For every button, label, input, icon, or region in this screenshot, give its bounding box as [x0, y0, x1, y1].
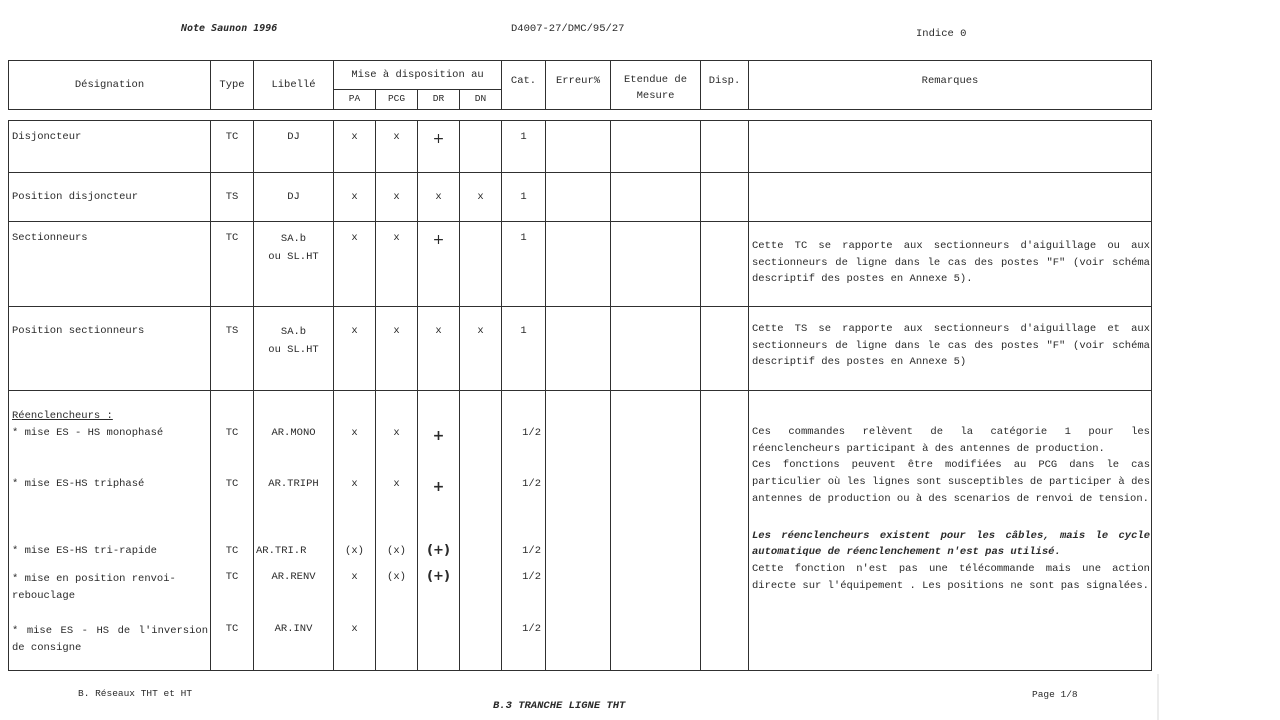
- cell-remarques: [749, 173, 1152, 222]
- header-indice: Indice 0: [916, 28, 967, 40]
- footer-section: B. Réseaux THT et HT: [78, 688, 193, 699]
- cell-dn: [460, 222, 502, 307]
- cell-pa: x: [334, 173, 376, 222]
- cell-pa: x: [334, 121, 376, 173]
- pa-value: x: [351, 478, 358, 490]
- remarque-action-directe: Cette fonction n'est pas une télécommande mais une action directe sur l'équipement . Les positions ne sont pas signalées.: [752, 562, 1150, 592]
- dr-value: (+): [427, 569, 450, 584]
- cell-disp: [701, 307, 749, 391]
- cell-disp: [701, 121, 749, 173]
- libelle-value: AR.TRIPH: [268, 478, 319, 490]
- cell-erreur: [546, 173, 611, 222]
- remarque-cables: Les réenclencheurs existent pour les câbles, mais le cycle automatique de réenclenchement n'est pas utilisé.: [752, 529, 1150, 559]
- dr-value: (+): [427, 543, 450, 558]
- cell-pa: x: [334, 222, 376, 307]
- cell-dr: x: [418, 307, 460, 391]
- cell-etendue: [611, 391, 701, 671]
- table-row: [9, 121, 1152, 173]
- item-renvoi-rebouclage: * mise en position renvoi-rebouclage: [12, 573, 176, 602]
- item-triphase: * mise ES-HS triphasé: [12, 478, 145, 490]
- col-designation: Désignation: [9, 61, 211, 110]
- cell-pcg: x: [376, 307, 418, 391]
- header-reference: D4007-27/DMC/95/27: [511, 23, 625, 35]
- cell-cat: 1: [502, 121, 546, 173]
- pa-value: x: [351, 571, 358, 583]
- reenclencheurs-title: Réenclencheurs :: [12, 410, 113, 422]
- libelle-line-2: ou SL.HT: [268, 344, 319, 356]
- cell-dr: +: [418, 121, 460, 173]
- item-inversion-consigne: * mise ES - HS de l'inversion de consigne: [12, 625, 208, 654]
- cell-designation: Position disjoncteur: [9, 173, 211, 222]
- type-value: TC: [225, 478, 239, 490]
- cat-value: 1/2: [522, 623, 541, 635]
- cell-dn: x: [460, 173, 502, 222]
- libelle-value: AR.MONO: [271, 427, 316, 439]
- cell-pa: x: [334, 307, 376, 391]
- col-dr: DR: [418, 89, 460, 109]
- cell-type: TC: [211, 222, 254, 307]
- cell-remarques: Cette TS se rapporte aux sectionneurs d'aiguillage et aux sectionneurs de ligne dans le cas des postes "F" (voir schéma descriptif des postes en Annexe 5): [749, 307, 1152, 391]
- libelle-value: AR.TRI.R: [256, 545, 307, 557]
- cell-type: TS: [211, 307, 254, 391]
- pa-value: x: [351, 427, 358, 439]
- libelle-value: AR.RENV: [271, 571, 316, 583]
- col-pcg: PCG: [376, 89, 418, 109]
- cell-pa: [334, 391, 376, 671]
- cell-pcg: x: [376, 222, 418, 307]
- cell-etendue: [611, 173, 701, 222]
- cat-value: 1/2: [522, 545, 541, 557]
- cell-libelle: [254, 307, 334, 391]
- pa-value: (x): [345, 545, 364, 557]
- remarque-pcg: Ces fonctions peuvent être modifiées au PCG dans le cas particulier où les lignes sont susceptibles de participer à des antennes de production ou à des scenarios de renvoi de tension.: [752, 459, 1150, 505]
- libelle-value: AR.INV: [274, 623, 313, 635]
- table-row: [9, 307, 1152, 391]
- cell-etendue: [611, 222, 701, 307]
- cell-pcg: x: [376, 173, 418, 222]
- type-value: TC: [225, 571, 239, 583]
- table-row: [9, 173, 1152, 222]
- pcg-value: x: [393, 427, 400, 439]
- type-value: TC: [225, 623, 239, 635]
- cat-value: 1/2: [522, 478, 541, 490]
- remarque-categorie: Ces commandes relèvent de la catégorie 1 pour les réenclencheurs participant à des antennes de production.: [752, 426, 1150, 455]
- dr-value: +: [432, 428, 445, 444]
- cell-cat: 1: [502, 307, 546, 391]
- col-type: Type: [211, 61, 254, 110]
- cell-type: [211, 391, 254, 671]
- table-row-reenclencheurs: [9, 391, 1152, 671]
- pcg-value: (x): [387, 545, 406, 557]
- libelle-line-1: SA.b: [280, 326, 307, 338]
- col-mise-disposition: Mise à disposition au: [334, 61, 502, 90]
- cell-dn: [460, 121, 502, 173]
- table-header: [8, 60, 1152, 110]
- cell-cat: [502, 391, 546, 671]
- cell-dr: x: [418, 173, 460, 222]
- cell-dr: +: [418, 222, 460, 307]
- col-remarques: Remarques: [749, 61, 1152, 110]
- cat-value: 1/2: [522, 427, 541, 439]
- libelle-line-2: ou SL.HT: [268, 251, 319, 263]
- pa-value: x: [351, 623, 358, 635]
- scan-edge-line: [1157, 674, 1159, 720]
- type-value: TC: [225, 545, 239, 557]
- item-monophase: * mise ES - HS monophasé: [12, 427, 164, 439]
- cell-designation: Sectionneurs: [9, 222, 211, 307]
- cell-etendue: [611, 307, 701, 391]
- col-cat: Cat.: [502, 61, 546, 110]
- cell-disp: [701, 173, 749, 222]
- table-row: [9, 222, 1152, 307]
- type-value: TC: [225, 427, 239, 439]
- col-erreur: Erreur%: [546, 61, 611, 110]
- pcg-value: x: [393, 478, 400, 490]
- cell-dn: [460, 391, 502, 671]
- footer-title: B.3 TRANCHE LIGNE THT: [493, 700, 626, 712]
- cell-libelle: [254, 391, 334, 671]
- col-dn: DN: [460, 89, 502, 109]
- cell-type: TS: [211, 173, 254, 222]
- col-etendue: Etendue de Mesure: [611, 61, 701, 110]
- cell-pcg: [376, 391, 418, 671]
- cell-libelle: DJ: [254, 173, 334, 222]
- pcg-value: (x): [387, 571, 406, 583]
- cell-designation: [9, 391, 211, 671]
- col-pa: PA: [334, 89, 376, 109]
- cell-libelle: [254, 222, 334, 307]
- cat-value: 1/2: [522, 571, 541, 583]
- cell-disp: [701, 391, 749, 671]
- header-note: Note Saunon 1996: [181, 23, 278, 34]
- cell-libelle: DJ: [254, 121, 334, 173]
- cell-erreur: [546, 307, 611, 391]
- cell-erreur: [546, 391, 611, 671]
- cell-erreur: [546, 222, 611, 307]
- cell-pcg: x: [376, 121, 418, 173]
- cell-cat: 1: [502, 222, 546, 307]
- cell-cat: 1: [502, 173, 546, 222]
- cell-remarques: Cette TC se rapporte aux sectionneurs d'aiguillage ou aux sectionneurs de ligne dans le cas des postes "F" (voir schéma descriptif des postes en Annexe 5).: [749, 222, 1152, 307]
- cell-remarques: [749, 121, 1152, 173]
- cell-disp: [701, 222, 749, 307]
- dr-value: +: [432, 479, 445, 495]
- cell-remarques: [749, 391, 1152, 671]
- col-libelle: Libellé: [254, 61, 334, 110]
- libelle-line-1: SA.b: [280, 233, 307, 245]
- cell-dr: [418, 391, 460, 671]
- cell-type: TC: [211, 121, 254, 173]
- footer-page-number: Page 1/8: [1032, 689, 1078, 700]
- cell-dn: x: [460, 307, 502, 391]
- cell-erreur: [546, 121, 611, 173]
- cell-designation: Position sectionneurs: [9, 307, 211, 391]
- table-body: [8, 120, 1152, 671]
- col-disp: Disp.: [701, 61, 749, 110]
- cell-etendue: [611, 121, 701, 173]
- item-tri-rapide: * mise ES-HS tri-rapide: [12, 545, 157, 557]
- cell-designation: Disjoncteur: [9, 121, 211, 173]
